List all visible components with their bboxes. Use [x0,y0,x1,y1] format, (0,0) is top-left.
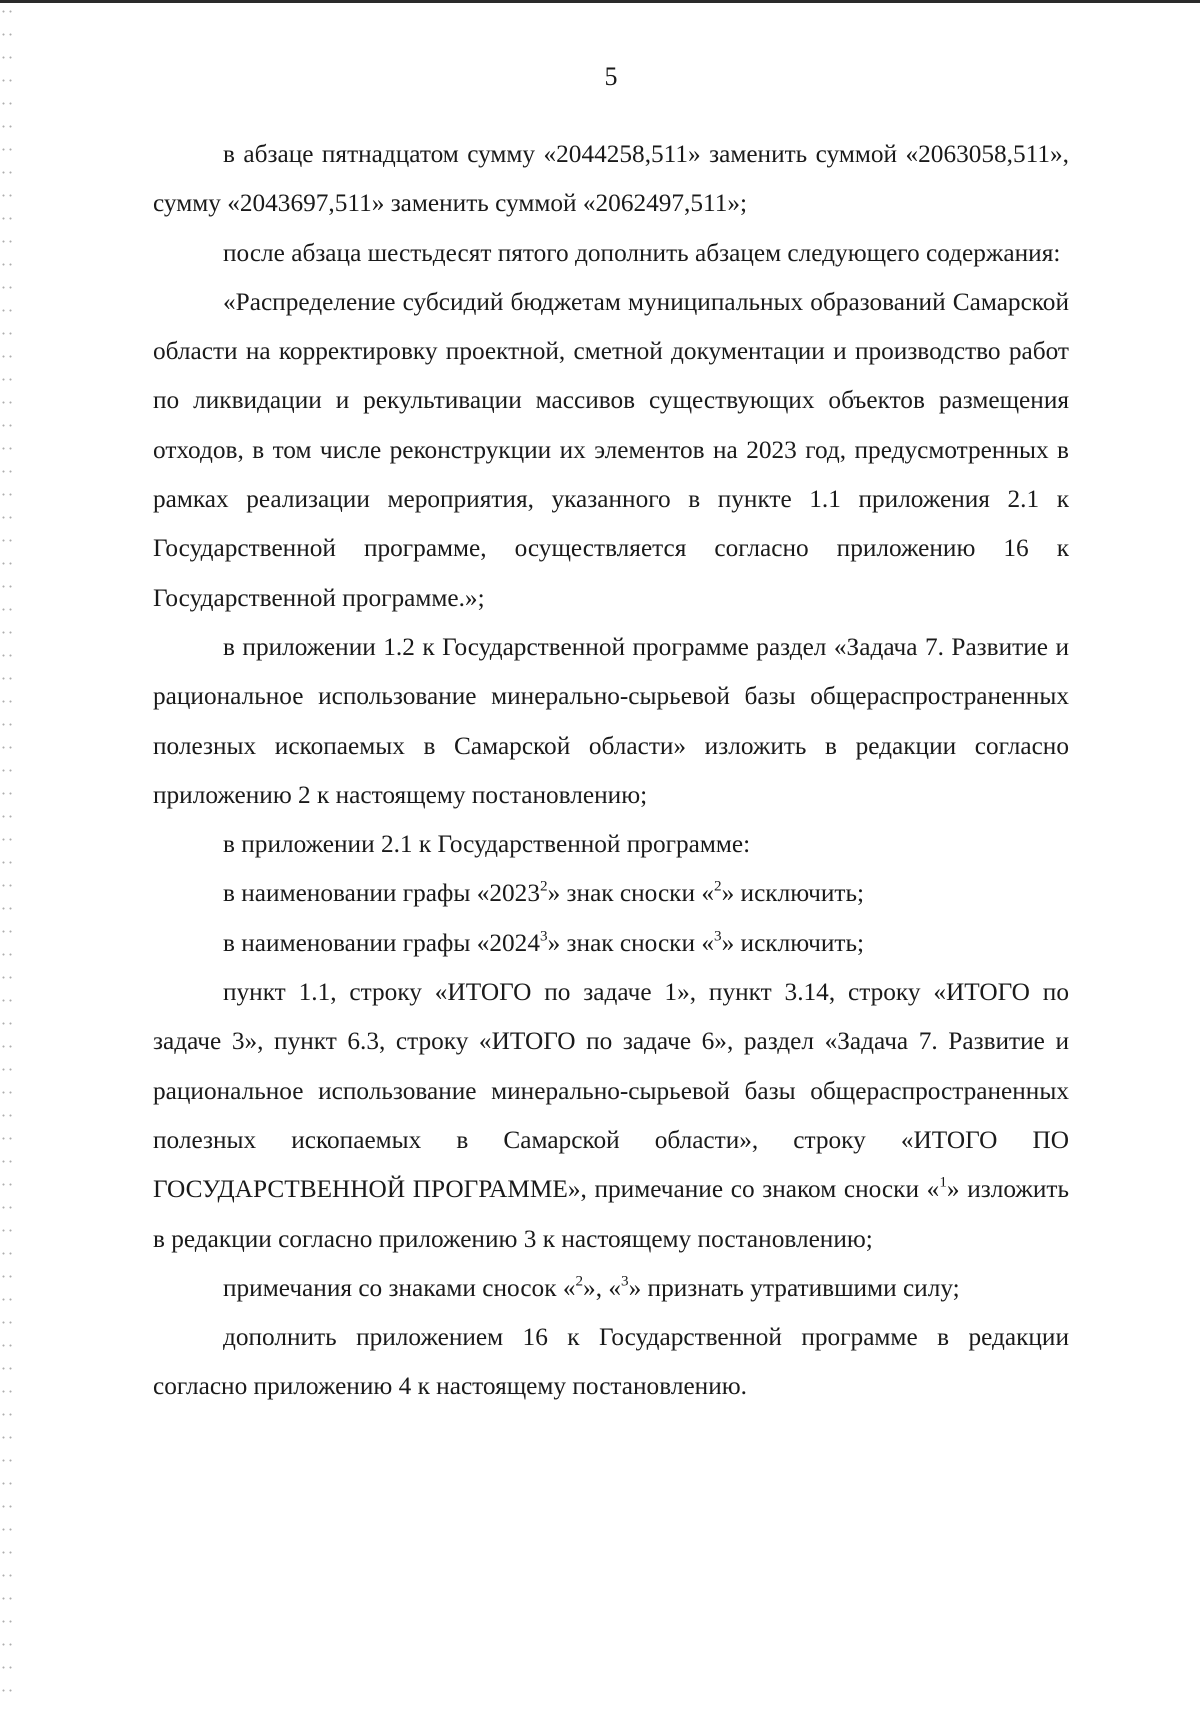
text-fragment: примечания со знаками сносок « [223,1273,576,1302]
paragraph: в приложении 1.2 к Государственной программе раздел «Задача 7. Развитие и рациональное использование минерально-сырьевой базы общераспространенных полезных ископаемых в Самарской области» изложить в редакции согласно приложению 2 к настоящему постановлению; [153,632,1069,809]
text-fragment: в наименовании графы «2024 [223,928,540,957]
paragraph-footnote-2024 [153,919,1069,968]
paragraph: в абзаце пятнадцатом сумму «2044258,511» заменить суммой «2063058,511», сумму «2043697,511» заменить суммой «2062497,511»; [153,140,1069,218]
superscript: 3 [713,927,722,945]
paragraph-items-list [153,968,1069,1264]
paragraph-footnote-2023 [153,869,1069,918]
superscript: 3 [539,927,548,945]
superscript: 3 [621,1272,629,1290]
superscript: 2 [539,877,548,895]
document-body [153,130,1069,1412]
text-fragment: » исключить; [721,928,865,957]
paragraph: дополнить приложением 16 к Государственной программе в редакции согласно приложению 4 к настоящему постановлению. [153,1323,1069,1401]
text-fragment: в наименовании графы «2023 [223,879,540,908]
paragraph: после абзаца шестьдесят пятого дополнить абзацем следующего содержания: [223,238,1061,267]
paragraph-notes-void [153,1264,1069,1313]
superscript: 1 [939,1173,947,1191]
text-fragment: » знак сноски « [547,928,714,957]
page-number: 5 [604,62,618,91]
scan-edge-marks [0,0,14,1710]
paragraph: «Распределение субсидий бюджетам муниципальных образований Самарской области на корректировку проектной, сметной документации и производство работ по ликвидации и рекультивации массивов существующих объектов размещения отходов, в том числе реконструкции их элементов на 2023 год, предусмотренных в рамках реализации мероприятия, указанного в пункте 1.1 приложения 2.1 к Государственной программе, осуществляется согласно приложению 16 к Государственной программе.»; [153,287,1069,612]
text-fragment: », « [583,1273,621,1302]
text-fragment: » знак сноски « [547,879,714,908]
top-edge-line [0,0,1200,3]
text-fragment: » признать утратившими силу; [628,1273,960,1302]
paragraph: в приложении 2.1 к Государственной программе: [223,830,751,859]
text-fragment: пункт 1.1, строку «ИТОГО по задаче 1», пункт 3.14, строку «ИТОГО по задаче 3», пункт 6.3, строку «ИТОГО по задаче 6», раздел «Задача 7. Развитие и рациональное использование минерально-сырьевой базы общераспространенных полезных ископаемых в Самарской области», строку «ИТОГО ПО ГОСУДАРСТВЕННОЙ ПРОГРАММЕ», примечание со знаком сноски « [153,978,1069,1204]
superscript: 2 [713,877,722,895]
text-fragment: » изложить в редакции согласно приложению 3 к настоящему постановлению; [153,1175,1069,1253]
superscript: 2 [575,1272,584,1290]
text-fragment: » исключить; [721,879,865,908]
